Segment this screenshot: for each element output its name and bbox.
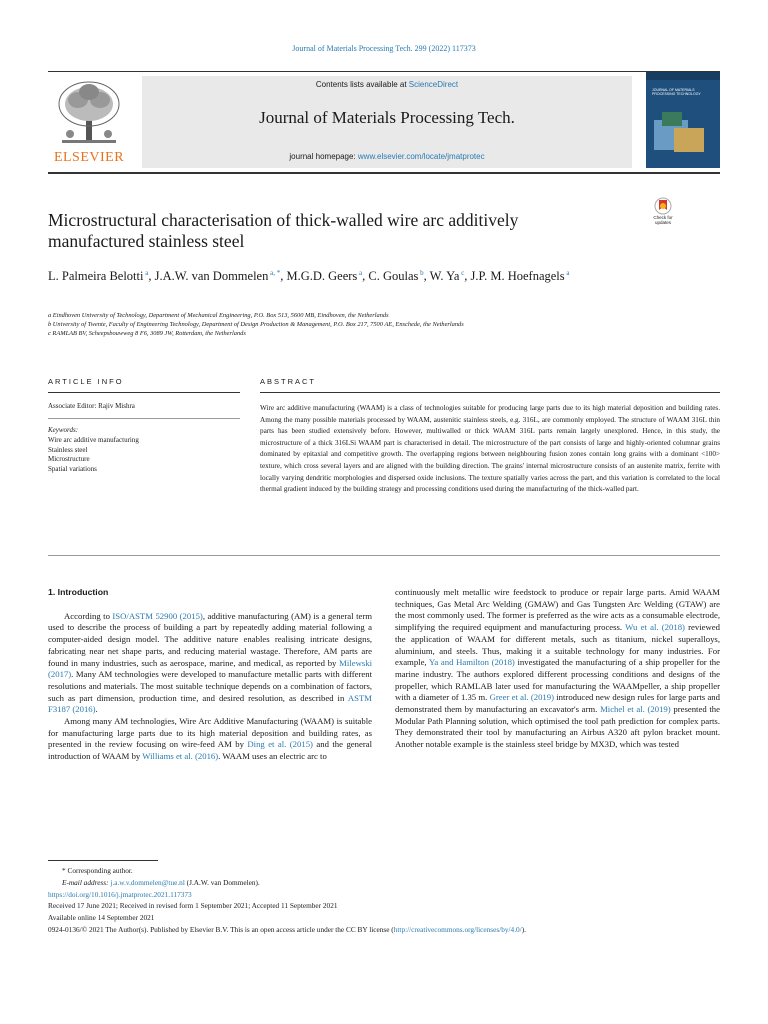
received-dates: Received 17 June 2021; Received in revised form 1 September 2021; Accepted 11 September 2021 [48, 901, 338, 911]
keyword-item: Spatial variations [48, 465, 97, 474]
author-affiliation-marker[interactable]: a [357, 268, 363, 277]
intro-paragraph-3: continuously melt metallic wire feedstock to produce or repair large parts. Amid WAAM techniques, Gas Metal Arc Welding (GMAW) and Gas Tungsten Arc Welding (GTAW) are the most commonly used. The former is preferred as the wire acts as a consumable electrode, simplifying the required equipment and manufacturing process. Wu et al. (2018) reviewed the application of WAAM for different metals, such as titanium, nickel superalloys, aluminium, and steels. Thus, making it a suitable technology for many industries. For example, Ya and Hamilton (2018) investigated the manufacturing of a ship propeller for the marine industry. The authors explored different processing conditions and designs of the propeller, which RAMLAB later used for manufacturing the WAAMpeller, a ship propeller with a diameter of 1.35 m. Greer et al. (2019) introduced new design rules for large parts and demonstrated them by manufacturing an excavator's arm. Michel et al. (2019) presented the Modular Path Planning solution, which optimised the tool path prediction for complex parts. They demonstrated their tool by manufacturing an Airbus A320 aft pylon bracket mount. Another notable example is the stainless steel bridge by MX3D, which was tested [395, 587, 721, 750]
paper-title: Microstructural characterisation of thick-walled wire arc additively manufactured stainless steel [48, 210, 519, 251]
elsevier-wordmark: ELSEVIER [53, 150, 125, 165]
available-online: Available online 14 September 2021 [48, 913, 155, 923]
keyword-item: Microstructure [48, 455, 90, 464]
author-name: W. Ya [429, 269, 460, 283]
email-note: E-mail address: j.a.w.v.dommelen@tue.nl (J.A.W. van Dommelen). [62, 877, 260, 887]
journal-cover-thumbnail[interactable] [646, 72, 720, 168]
intro-paragraph-2: Among many AM technologies, Wire Arc Additive Manufacturing (WAAM) is suitable for manufacturing large parts due to its high material deposition and building rates, as presented in the review focusing on wire-feed AM by Ding et al. (2015) and the general introduction of WAAM by Williams et al. (2016). WAAM uses an electric arc to [48, 716, 373, 762]
journal-header-band [142, 76, 632, 168]
abstract-label: ABSTRACT [260, 377, 317, 386]
keywords-label: Keywords: [48, 426, 79, 434]
intro-paragraph-1: According to ISO/ASTM 52900 (2015), additive manufacturing (AM) is a general term used to describe the process of building a part by repeatedly adding material following a computer-aided design model. The additive nature enables realising intricate designs, fabricating near net shape parts, and reducing material wastage. Therefore, AM parts are found in many industries, such as aerospace, marine, and medical, as reported by Milewski (2017). Many AM technologies were developed to manufacture metallic parts with different resolutions and materials. The most suitable technique depends on a combination of factors, such as part dimension, production time, and desired resolution, as described in ASTM F3187 (2016). [48, 610, 372, 715]
tree-logo-icon [48, 76, 130, 150]
journal-reference[interactable]: Journal of Materials Processing Tech. 299 (2022) 117373 [292, 44, 476, 53]
citation-link[interactable]: Ya and Hamilton (2018) [428, 657, 515, 668]
author-affiliation-marker[interactable]: b [418, 268, 424, 277]
author-name: L. Palmeira Belotti [48, 269, 144, 283]
body-column-right [395, 587, 720, 751]
affiliations [48, 311, 728, 338]
check-for-updates-badge[interactable] [648, 196, 678, 228]
homepage-link[interactable]: www.elsevier.com/locate/jmatprotec [357, 152, 485, 161]
affiliation-b: b University of Twente, Faculty of Engineering Technology, Department of Design Production & Management, P.O. Box 217, 7500 AE, Enschede, the Netherlands [48, 321, 464, 328]
citation-link[interactable]: ASTM F3187 (2016) [48, 692, 372, 715]
sciencedirect-link[interactable]: ScienceDirect [408, 80, 459, 89]
section-heading: 1. Introduction [48, 587, 109, 597]
associate-editor: Associate Editor: Rajiv Mishra [48, 402, 135, 410]
author-affiliation-marker[interactable]: a, * [268, 268, 281, 277]
license-note: 0924-0136/© 2021 The Author(s). Published by Elsevier B.V. This is an open access article under the CC BY license (http://creativecommons.org/licenses/by/4.0/). [48, 924, 526, 934]
keyword-item: Wire arc additive manufacturing [48, 435, 139, 444]
abstract-bottom-rule [48, 555, 720, 556]
citation-link[interactable]: Williams et al. (2016) [142, 751, 219, 762]
keyword-item: Stainless steel [48, 445, 88, 454]
body-column-left [48, 587, 372, 763]
citation-link[interactable]: Ding et al. (2015) [247, 739, 313, 750]
citation-link[interactable]: Milewski (2017) [48, 657, 372, 680]
corresponding-author-note: * Corresponding author. [62, 866, 133, 875]
footnote-rule [48, 860, 158, 861]
author-name: J.P. M. Hoefnagels [470, 269, 565, 283]
article-info-rule [48, 392, 240, 393]
article-info-label: ARTICLE INFO [48, 377, 124, 386]
header-bottom-rule [48, 172, 720, 174]
doi-anchor[interactable]: https://doi.org/10.1016/j.jmatprotec.2021.117373 [48, 889, 192, 899]
keywords-block [48, 426, 139, 475]
citation-link[interactable]: ISO/ASTM 52900 (2015) [112, 610, 203, 621]
license-link[interactable]: http://creativecommons.org/licenses/by/4.0/ [393, 924, 522, 934]
author-affiliation-marker[interactable]: a [564, 268, 570, 277]
journal-title: Journal of Materials Processing Tech. [259, 108, 515, 127]
author-name: J.A.W. van Dommelen [154, 269, 269, 283]
author-affiliation-marker[interactable]: a [143, 268, 149, 277]
author-affiliation-marker[interactable]: c [459, 268, 465, 277]
author-name: M.G.D. Geers [286, 269, 358, 283]
citation-link[interactable]: Greer et al. (2019) [489, 692, 554, 703]
article-info-divider [48, 418, 240, 419]
doi-link[interactable] [48, 889, 728, 901]
contents-line: Contents lists available at ScienceDirect [315, 80, 459, 89]
affiliation-c: c RAMLAB BV, Scheepsbouwweg 8 F6, 3089 JW, Rotterdam, the Netherlands [48, 330, 246, 337]
author-list: L. Palmeira Belotti $^a$, J.A.W. van Dommelen $^{a, *}$, M.G.D. Geers $^a$, C. Goulas $^b$, W. Ya $^c$, J.P. M. Hoefnagels $^a$ [48, 268, 570, 283]
elsevier-logo[interactable] [48, 76, 130, 166]
affiliation-a: a Eindhoven University of Technology, Department of Mechanical Engineering, P.O. Box 513, 5600 MB, Eindhoven, the Netherlands [48, 312, 389, 319]
crossmark-icon [648, 196, 678, 216]
crossmark-label: Check for updates [653, 215, 673, 225]
abstract-text: Wire arc additive manufacturing (WAAM) is a class of technologies suitable for producing large parts due to its high material deposition and building rates. Among the many possible materials processed by WAAM, austenitic stainless steels, e.g. 316L, are commonly employed. The structure of WAAM 316L thin parts has been studied extensively before. However, multiwalled or thick WAAM 316L parts remain largely unexplored. Hence, in this study, the microstructure of a thick 316LSi WAAM part is characterised in detail. The microstructure of the part consists of large and highly-oriented columnar grains dominated by epitaxial and competitive growth. The overlapping regions between neighbouring fusion zones contain long grains with a dominant <100> texture, which cross several layers and are aligned with the building direction. The grains' internal microstructure consists of an austenite matrix, ferrite with locally varying dendritic morphologies and dispersed oxide inclusions. The texture spatially varies across the part, and this variation is correlated to the local thermal gradient induced by the building strategy and processing conditions used during the manufacturing of the thick-walled part. [260, 404, 720, 494]
citation-link[interactable]: Wu et al. (2018) [625, 622, 685, 633]
footnotes [48, 865, 728, 936]
cover-art-icon [646, 72, 720, 168]
citation-link[interactable]: Michel et al. (2019) [600, 704, 671, 715]
email-link[interactable]: j.a.w.v.dommelen@tue.nl [110, 877, 185, 887]
cover-title: JOURNAL OF MATERIALS PROCESSING TECHNOLOGY [652, 88, 701, 96]
abstract-rule [260, 392, 720, 393]
author-name: C. Goulas [368, 269, 419, 283]
header-top-rule [48, 71, 720, 72]
homepage-line: journal homepage: www.elsevier.com/locate/jmatprotec [289, 152, 485, 161]
